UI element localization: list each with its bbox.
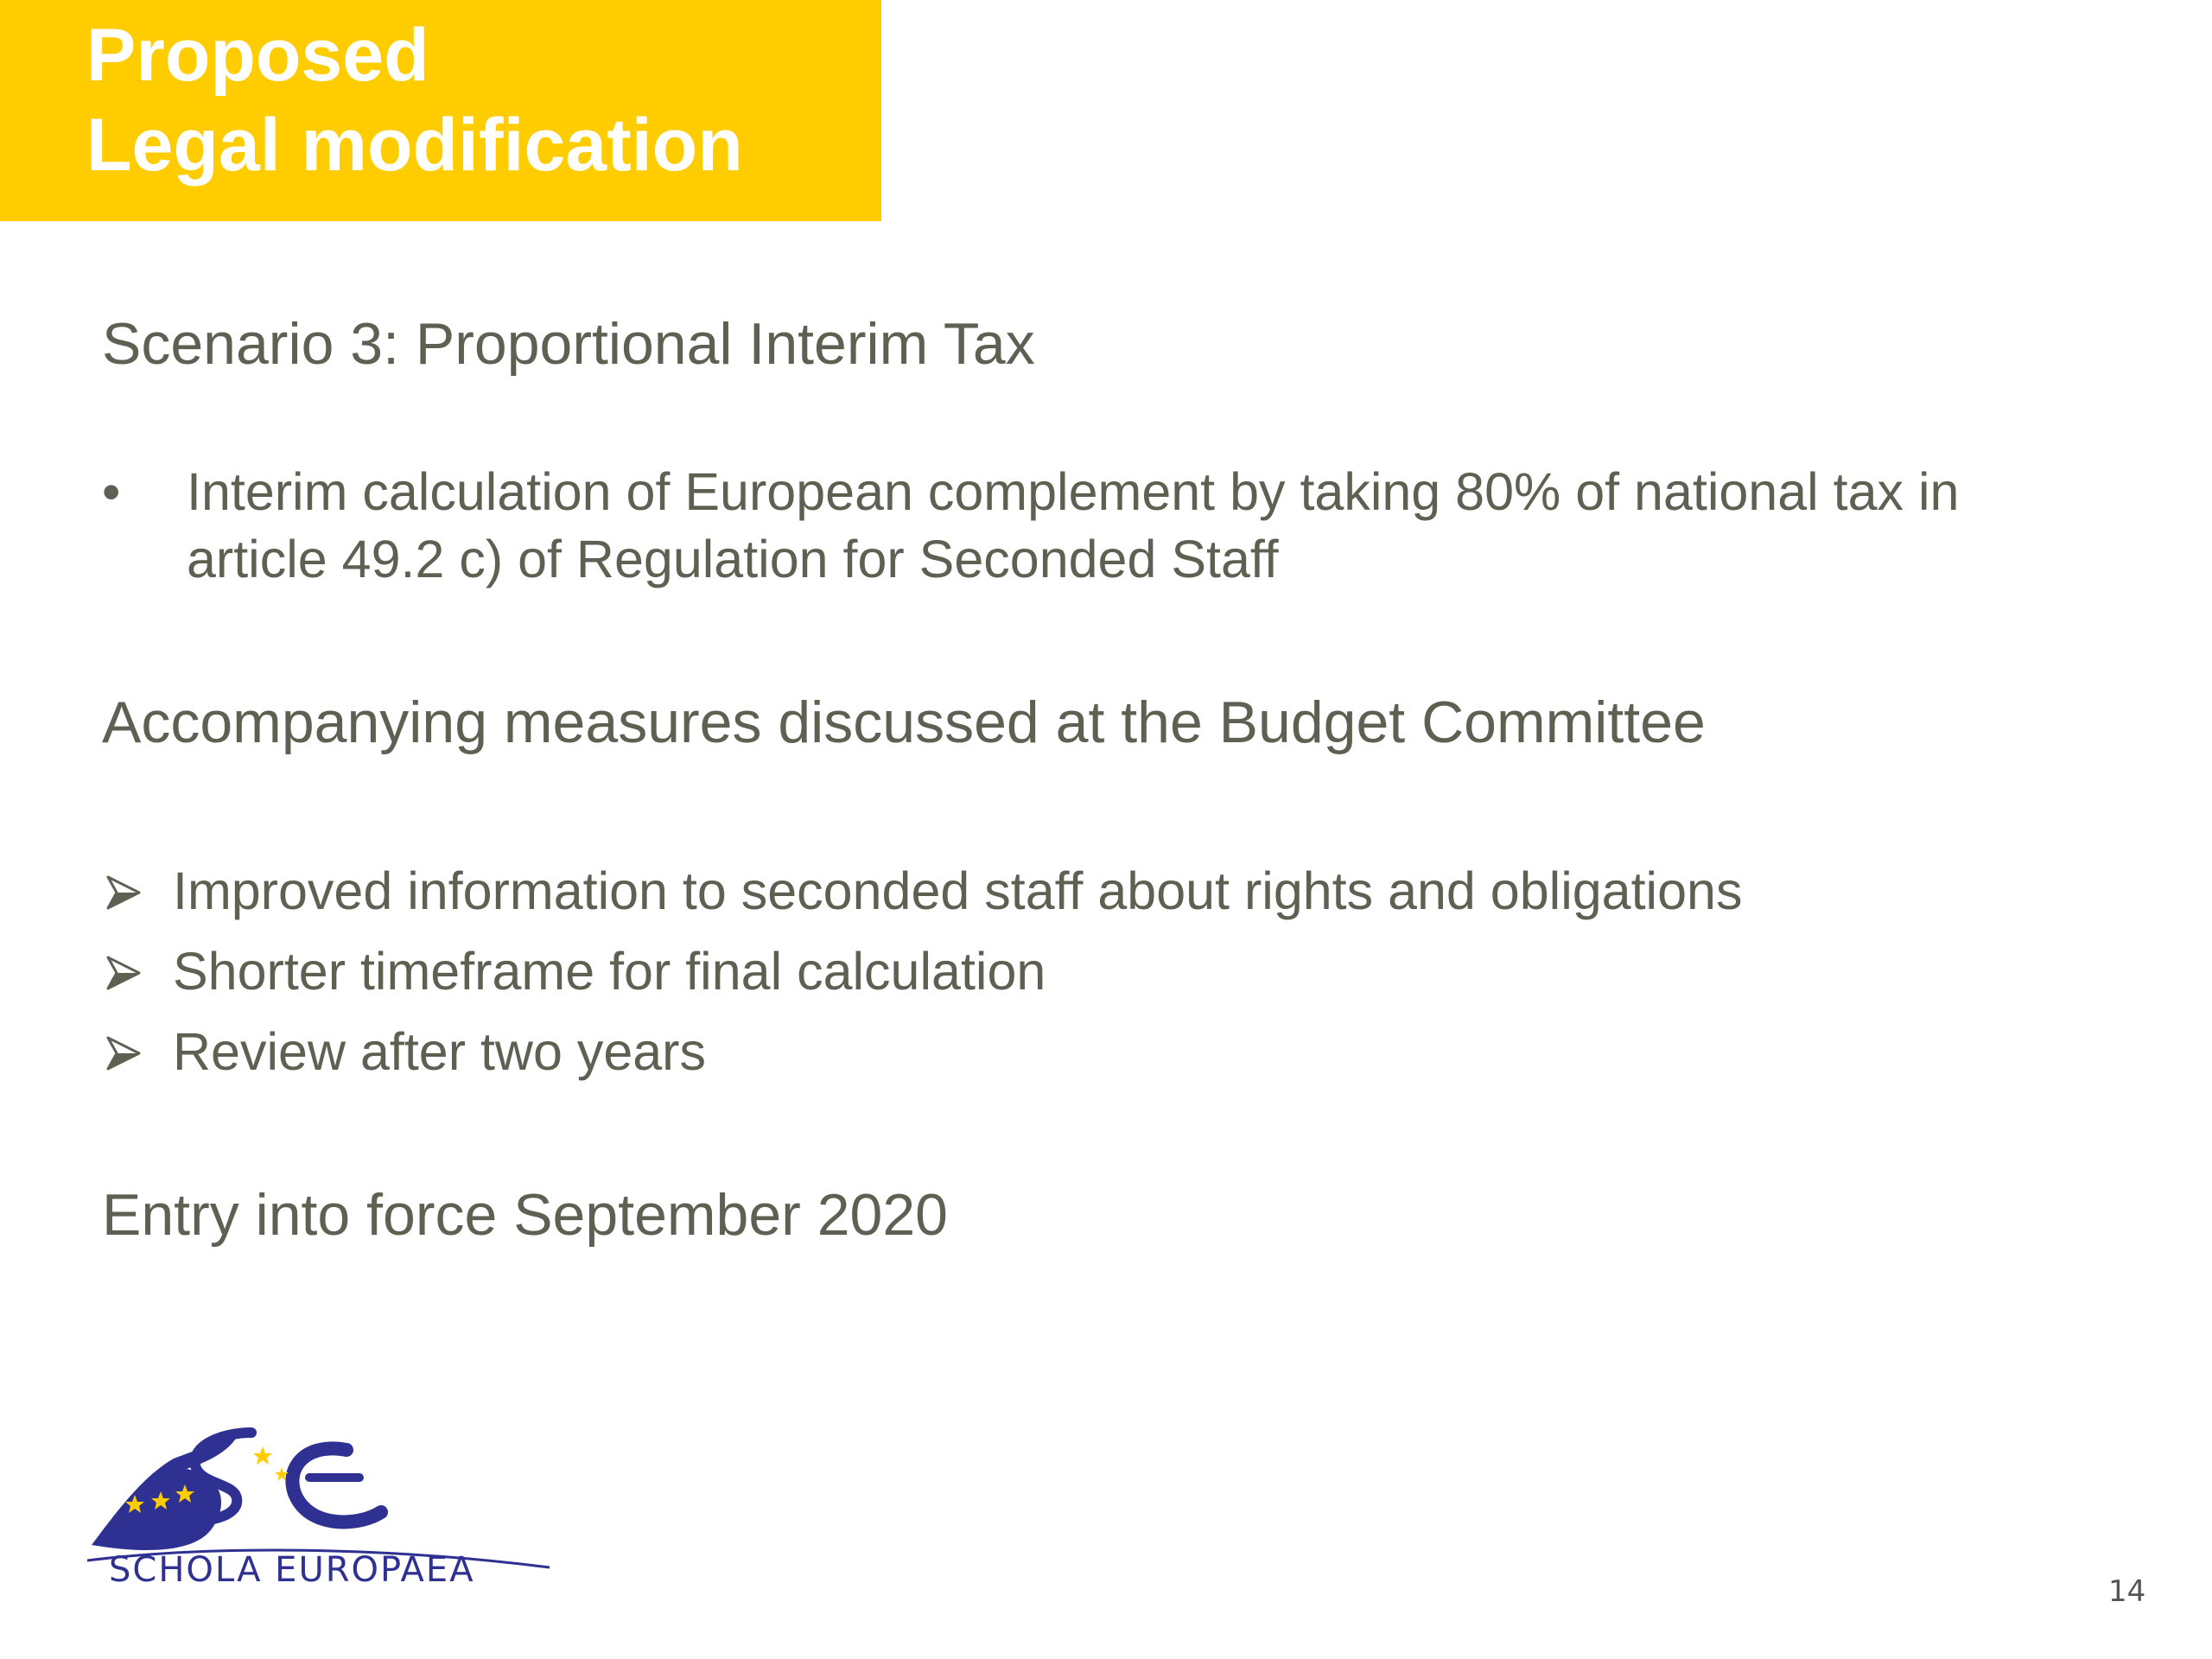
measure-item-text: Improved information to seconded staff about rights and obligations <box>173 861 1743 920</box>
entry-into-force-heading: Entry into force September 2020 <box>102 1182 948 1248</box>
logo-lettering: SCHOLA EUROPAEA <box>109 1550 475 1588</box>
schola-europaea-logo <box>83 1415 567 1588</box>
measure-item-text: Review after two years <box>173 1022 706 1081</box>
title-band <box>0 0 881 221</box>
arrowhead-bullet-icon <box>105 1035 142 1071</box>
page-number: 14 <box>2108 1574 2146 1609</box>
measures-heading: Accompanying measures discussed at the Budget Committee <box>102 690 1706 755</box>
bullet-dot-icon: • <box>102 462 121 521</box>
scenario-heading: Scenario 3: Proportional Interim Tax <box>102 311 1035 377</box>
measure-item-text: Shorter timeframe for final calculation <box>173 942 1046 1001</box>
slide-title-line-2: Legal modification <box>86 104 743 187</box>
arrowhead-bullet-icon <box>105 955 142 991</box>
scenario-bullet-text: Interim calculation of European complement by taking 80% of national tax in article 49.2 c) of Regulation for Seconded Staff <box>187 462 1960 588</box>
arrowhead-bullet-icon <box>105 874 142 911</box>
slide-title-line-1: Proposed <box>86 14 429 97</box>
